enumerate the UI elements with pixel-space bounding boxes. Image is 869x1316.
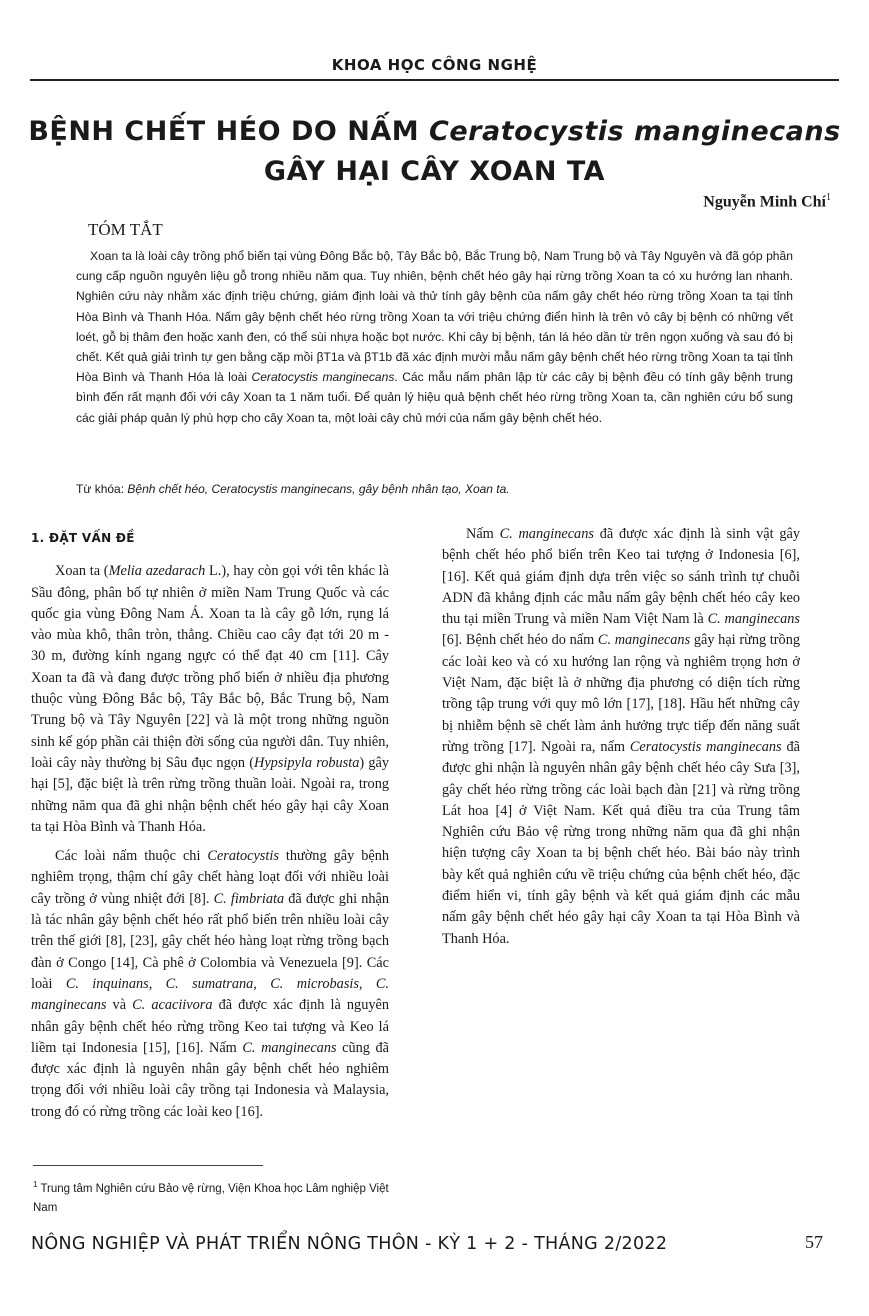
text: đã được xác định là nguyên nhân gây bệnh chết héo rừng trồng Keo tai tượng và Keo lá liềm tại Indonesia [15], [16]. Nấm	[31, 997, 389, 1056]
text: đã được ghi nhận là nguyên nhân gây bệnh chết héo cây Sưa [3], gây chết héo rừng trồng các loài bạch đàn [21] và rừng trồng Lát hoa [4] ở Việt Nam. Kết quả điều tra của Trung tâm Nghiên cứu Bảo vệ rừng trong những năm qua đã ghi nhận hiện tượng cây Xoan ta bị bệnh chết héo. Bài báo này trình bày kết quả nghiên cứu về triệu chứng của bệnh chết héo, đặc điểm hiển vi, tính gây bệnh và kết quả giám định các mẫu nấm gây bệnh chết héo gây hại cây Xoan ta tại Hòa Bình và Thanh Hóa.	[442, 738, 800, 947]
paragraph-2	[31, 846, 389, 1123]
text: và	[106, 997, 133, 1014]
section-header	[30, 56, 839, 81]
footnote	[33, 1175, 393, 1218]
abstract-species: Ceratocystis manginecans	[251, 370, 395, 385]
text: ) gây hại [5], đặc biệt là trên rừng trồng thuần loài. Ngoài ra, trong những năm qua đã ghi nhận bệnh chết héo gây hại cây Xoan ta tại Hòa Bình và Thanh Hóa.	[31, 754, 389, 835]
species-name: C. acaciivora	[132, 997, 213, 1014]
species-name: Hypsipyla robusta	[254, 754, 360, 771]
author-text: Nguyễn Minh Chí	[703, 193, 826, 211]
text: Nấm	[466, 526, 500, 542]
text: L.), hay còn gọi với tên khác là Sầu đông, phân bố tự nhiên ở miền Nam Trung Quốc và các quốc gia vùng Đông Nam Á. Xoan ta là cây gỗ lớn, rụng lá vào mùa khô, thân tròn, thẳng. Chiều cao cây đạt tới 20 m - 30 m, đường kính ngang ngực có thể đạt 40 cm [11]. Cây Xoan ta đã và đang được trồng phổ biến ở nhiều địa phương thuộc vùng Đông Bắc bộ, Tây Bắc bộ, Bắc Trung bộ, Nam Trung bộ và Tây Nguyên [22] và là một trong những nguồn sinh kế góp phần cải thiện đời sống của người dân. Tuy nhiên, loài cây này thường bị Sâu đục ngọn (	[31, 563, 389, 771]
journal-footer: NÔNG NGHIỆP VÀ PHÁT TRIỂN NÔNG THÔN - KỲ 1 + 2 - THÁNG 2/2022	[31, 1234, 668, 1254]
title-prefix: BỆNH CHẾT HÉO DO NẤM	[28, 116, 430, 147]
keywords-label: Từ khóa:	[76, 482, 128, 496]
species-name: Ceratocystis	[207, 848, 279, 865]
text: [6]. Bệnh chết héo do nấm	[442, 632, 598, 649]
article-title	[20, 112, 849, 192]
text: gây hại rừng trồng các loài keo và có xu hướng lan rộng và nghiêm trọng hơn ở Việt Nam, đặc biệt là ở những địa phương có diện tích rừng trồng tập trung với quy mô lớn [17], [18]. Hầu hết những cây bị nhiễm bệnh sẽ chết làm ảnh hưởng trực tiếp đến năng suất rừng trồng [17]. Ngoài ra, nấm	[442, 632, 800, 755]
text: thường gây bệnh nghiêm trọng, thậm chí gây chết hàng loạt đối với nhiều loài cây trồng ở vùng nhiệt đới [8].	[31, 848, 389, 907]
section-heading: 1. ĐẶT VẤN ĐỀ	[31, 531, 135, 545]
title-line-1	[20, 112, 849, 152]
text: cũng đã được xác định là nguyên nhân gây bệnh chết héo nghiêm trọng đối với nhiều loài cây trồng tại Indonesia và Malaysia, trong đó có rừng trồng các loài keo [16].	[31, 1039, 389, 1120]
footnote-text: Trung tâm Nghiên cứu Bảo vệ rừng, Viện Khoa học Lâm nghiệp Việt Nam	[33, 1182, 389, 1214]
species-name: C. inquinans, C. sumatrana, C. microbasis, C. manginecans	[31, 975, 389, 1014]
author-affiliation-marker: 1	[826, 192, 831, 203]
species-name: C. fimbriata	[213, 890, 285, 907]
species-name: C. manginecans	[499, 526, 594, 542]
text: Các loài nấm thuộc chi	[55, 848, 208, 865]
footnote-marker: 1	[33, 1180, 38, 1189]
text: đã được ghi nhận là tác nhân gây bệnh chết héo rất phổ biến trên nhiều loài cây trên thế giới [8], [23], gây chết héo hàng loạt rừng trồng bạch đàn ở Congo [14], Cà phê ở Colombia và Venezuela [9]. Các loài	[31, 890, 389, 992]
keywords-text: Bệnh chết héo, Ceratocystis manginecans, gây bệnh nhân tạo, Xoan ta.	[127, 482, 510, 496]
keywords	[76, 480, 796, 498]
text: Xoan ta (	[55, 563, 109, 580]
left-column	[31, 528, 389, 1131]
abstract-heading: TÓM TẮT	[88, 220, 163, 239]
title-line-2: GÂY HẠI CÂY XOAN TA	[263, 156, 606, 187]
abstract-text-1: Xoan ta là loài cây trồng phổ biến tại vùng Đông Bắc bộ, Tây Bắc bộ, Bắc Trung bộ, Nam Trung bộ và Tây Nguyên và đã góp phần cung cấp nguồn nguyên liệu gỗ trong nhiều năm qua. Tuy nhiên, bệnh chết héo gây hại rừng trồng Xoan ta có xu hướng lan nhanh. Nghiên cứu này nhằm xác định triệu chứng, giám định loài và thử tính gây bệnh của nấm gây chết héo rừng trồng Xoan ta tại tỉnh Hòa Bình và Thanh Hóa. Nấm gây bệnh chết héo rừng trồng Xoan ta với triệu chứng điển hình là trên vỏ cây bị bệnh có những vết loét, gỗ bị thâm đen hoặc xanh đen, có thể sùi nhựa hoặc bọt nước. Khi cây bị bệnh, tán lá héo dần từ trên ngọn xuống và sau đó bị chết. Kết quả giải trình tự gen bằng cặp mồi βT1a và βT1b đã xác định mười mẫu nấm gây bệnh chết héo rừng trồng Xoan ta tại tỉnh Hòa Bình và Thanh Hóa là loài	[76, 249, 793, 385]
title-species: Ceratocystis manginecans	[429, 116, 841, 147]
section-label: KHOA HỌC CÔNG NGHỆ	[331, 56, 538, 74]
page-number: 57	[805, 1232, 823, 1252]
species-name: C. manginecans	[242, 1039, 337, 1056]
text: đã được xác định là sinh vật gây bệnh chết héo phổ biến trên Keo tai tượng ở Indonesia [6], [16]. Kết quả giám định dựa trên việc so sánh trình tự chuỗi ADN đã khẳng định các mẫu nấm gây bệnh chết héo cây keo thu tại miền Trung và miền Nam Việt Nam là	[442, 526, 800, 628]
species-name: Ceratocystis manginecans	[629, 738, 782, 755]
abstract-text-2: . Các mẫu nấm phân lập từ các cây bị bệnh đều có tính gây bệnh trung bình đến rất mạnh đối với cây Xoan ta 1 năm tuổi. Để quản lý hiệu quả bệnh chết héo rừng trồng Xoan ta, cần nghiên cứu bổ sung các giải pháp quản lý phù hợp cho cây Xoan ta, một loài cây chủ mới của nấm gây bệnh chết héo.	[76, 370, 793, 425]
abstract-body	[76, 246, 793, 428]
species-name: Melia azedarach	[108, 563, 206, 580]
right-column	[442, 524, 800, 958]
paragraph-1	[31, 561, 389, 838]
paragraph-3	[442, 524, 800, 950]
species-name: C. manginecans	[597, 632, 691, 649]
species-name: C. manginecans	[707, 611, 800, 628]
footnote-divider	[33, 1165, 263, 1166]
author-name	[703, 192, 831, 211]
